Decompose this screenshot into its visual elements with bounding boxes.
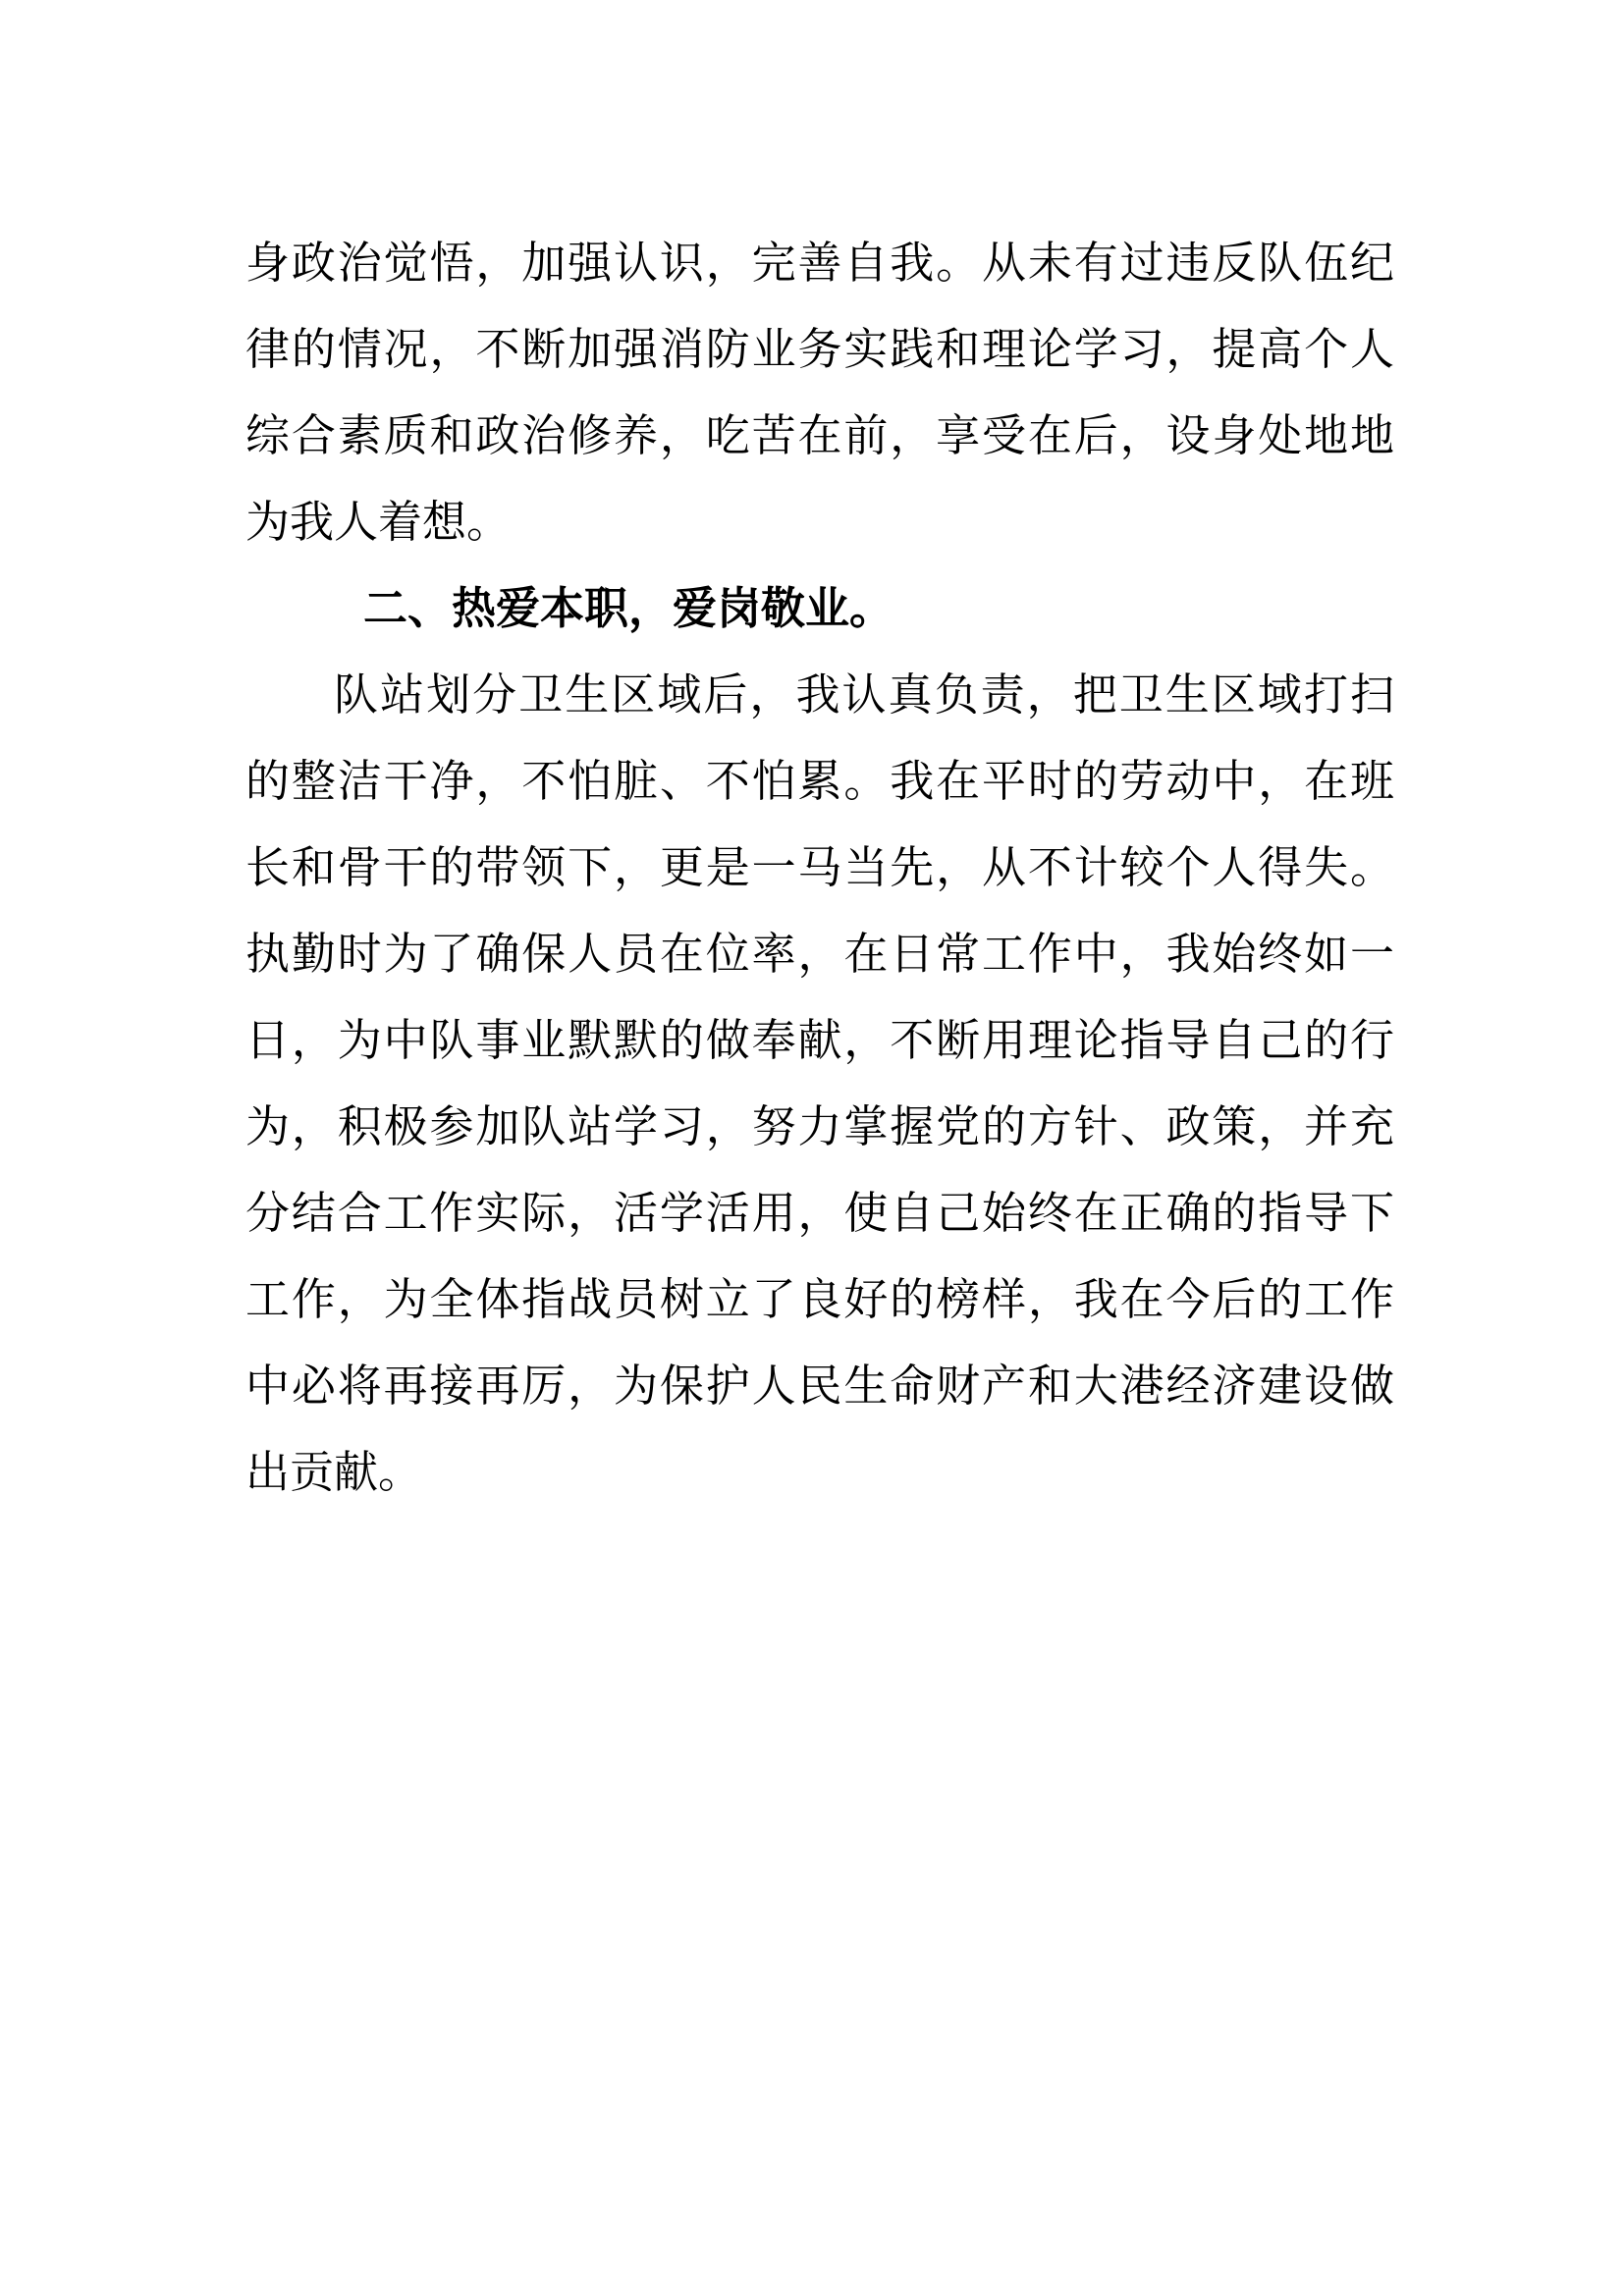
- document-body: [245, 220, 1394, 1516]
- text-line: 的整洁干净，不怕脏、不怕累。我在平时的劳动中，在班: [245, 755, 1394, 807]
- text-line: 律的情况，不断加强消防业务实践和理论学习，提高个人: [245, 323, 1394, 375]
- text-line: 队站划分卫生区域后，我认真负责，把卫生区域打扫: [334, 668, 1394, 721]
- text-line: 综合素质和政治修养，吃苦在前，享受在后，设身处地地: [245, 409, 1394, 461]
- section-heading: 二、热爱本职，爱岗敬业。: [363, 582, 894, 634]
- text-line: 分结合工作实际，活学活用，使自己始终在正确的指导下: [245, 1187, 1394, 1239]
- text-line: 中必将再接再厉，为保护人民生命财产和大港经济建设做: [245, 1360, 1394, 1412]
- paragraph-section-2: [245, 652, 1394, 1516]
- paragraph-continuation: [245, 220, 1394, 565]
- text-line: 为我人着想。: [245, 496, 512, 548]
- text-line: 身政治觉悟，加强认识，完善自我。从未有过违反队伍纪: [245, 237, 1394, 289]
- text-line: 工作，为全体指战员树立了良好的榜样，我在今后的工作: [245, 1273, 1394, 1325]
- text-line: 执勤时为了确保人员在位率，在日常工作中，我始终如一: [245, 928, 1394, 980]
- text-line: 出贡献。: [245, 1446, 423, 1498]
- text-line: 长和骨干的带领下，更是一马当先，从不计较个人得失。: [245, 841, 1394, 893]
- text-line: 为，积极参加队站学习，努力掌握党的方针、政策，并充: [245, 1100, 1394, 1152]
- text-line: 日，为中队事业默默的做奉献，不断用理论指导自己的行: [245, 1014, 1394, 1066]
